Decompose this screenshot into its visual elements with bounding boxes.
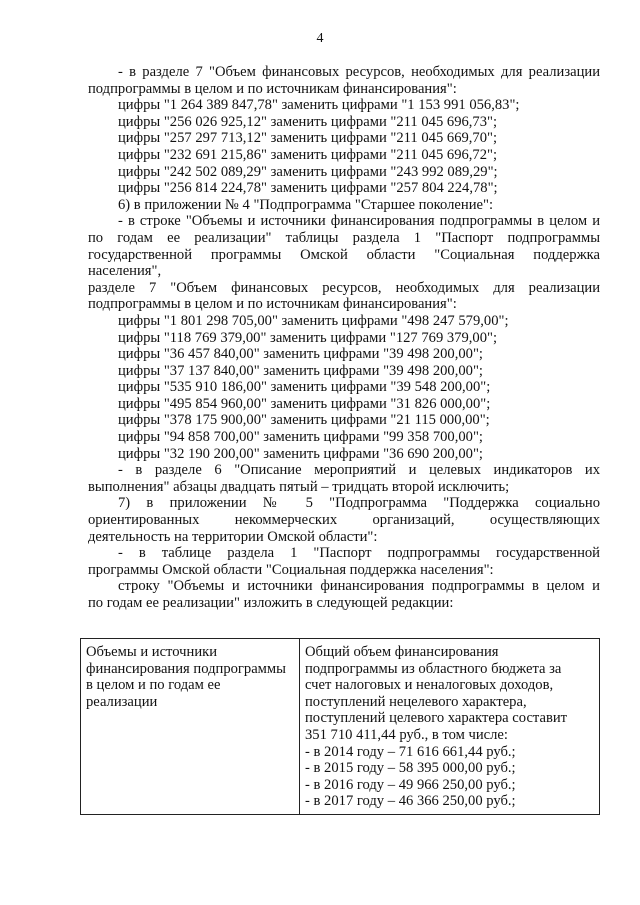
replacement-figure-line: цифры "232 691 215,86" заменить цифрами "211 045 696,72"; bbox=[118, 146, 498, 163]
text-line: подпрограммы в целом и по источникам финансирования": bbox=[88, 80, 457, 97]
table-value-line: - в 2014 году – 71 616 661,44 руб.; bbox=[305, 743, 516, 760]
replacement-figure-line: цифры "37 137 840,00" заменить цифрами "39 498 200,00"; bbox=[118, 362, 483, 379]
text-line: деятельность на территории Омской области": bbox=[88, 528, 378, 545]
replacement-figure-line: цифры "32 190 200,00" заменить цифрами "36 690 200,00"; bbox=[118, 445, 483, 462]
table-heading-line: в целом и по годам ее bbox=[86, 677, 221, 694]
text-line: разделе 7 "Объем финансовых ресурсов, необходимых для реализации bbox=[88, 279, 600, 296]
table-value-line: Общий объем финансирования bbox=[305, 644, 499, 660]
table-value-line: поступлений целевого характера составит bbox=[305, 710, 568, 727]
text-line: строку "Объемы и источники финансирования подпрограммы в целом и bbox=[118, 578, 600, 595]
text-line: 7) в приложении № 5 "Подпрограмма "Поддержка социально bbox=[118, 495, 600, 512]
text-line: - в разделе 6 "Описание мероприятий и целевых индикаторов их bbox=[118, 462, 600, 479]
text-line: подпрограммы в целом и по источникам финансирования": bbox=[88, 296, 457, 313]
table-row bbox=[81, 639, 600, 815]
replacement-figure-line: цифры "36 457 840,00" заменить цифрами "39 498 200,00"; bbox=[118, 346, 483, 363]
text-line: - в строке "Объемы и источники финансирования подпрограммы в целом и bbox=[118, 213, 600, 230]
text-line: по годам ее реализации" изложить в следующей редакции: bbox=[88, 595, 454, 611]
replacement-figure-line: цифры "242 502 089,29" заменить цифрами "243 992 089,29"; bbox=[118, 163, 498, 180]
replacement-figure-line: цифры "495 854 960,00" заменить цифрами "31 826 000,00"; bbox=[118, 395, 491, 412]
funding-table bbox=[80, 638, 600, 815]
table-heading-line: финансирования подпрограммы bbox=[86, 660, 286, 677]
table-value-line: - в 2017 году – 46 366 250,00 руб.; bbox=[305, 793, 516, 810]
table-cell-heading bbox=[81, 639, 300, 815]
replacement-figure-line: цифры "256 814 224,78" заменить цифрами "257 804 224,78"; bbox=[118, 180, 498, 197]
text-line: - в таблице раздела 1 "Паспорт подпрограммы государственной bbox=[118, 545, 600, 562]
replacement-figure-line: цифры "94 858 700,00" заменить цифрами "99 358 700,00"; bbox=[118, 429, 483, 446]
table-heading-line: Объемы и источники bbox=[86, 644, 218, 660]
replacement-figure-line: цифры "378 175 900,00" заменить цифрами "21 115 000,00"; bbox=[118, 412, 490, 429]
text-line: 6) в приложении № 4 "Подпрограмма "Старшее поколение": bbox=[118, 196, 493, 213]
page-number: 4 bbox=[316, 31, 324, 46]
document-body bbox=[88, 64, 600, 612]
text-line: ориентированных некоммерческих организаций, осуществляющих bbox=[88, 512, 600, 529]
text-line: выполнения" абзацы двадцать пятый – тридцать второй исключить; bbox=[88, 478, 510, 495]
replacement-figure-line: цифры "1 801 298 705,00" заменить цифрами "498 247 579,00"; bbox=[118, 312, 509, 329]
table-cell-value bbox=[300, 639, 600, 815]
replacement-figure-line: цифры "256 026 925,12" заменить цифрами "211 045 696,73"; bbox=[118, 113, 498, 130]
text-line: по годам ее реализации" таблицы раздела 1 "Паспорт подпрограммы bbox=[88, 229, 600, 246]
table-heading-line: реализации bbox=[86, 693, 158, 710]
replacement-figure-line: цифры "257 297 713,12" заменить цифрами "211 045 669,70"; bbox=[118, 130, 498, 147]
text-line: - в разделе 7 "Объем финансовых ресурсов, необходимых для реализации bbox=[118, 64, 600, 80]
table-value-line: 351 710 411,44 руб., в том числе: bbox=[305, 726, 508, 743]
table-value-line: поступлений нецелевого характера, bbox=[305, 693, 527, 710]
replacement-figure-line: цифры "118 769 379,00" заменить цифрами "127 769 379,00"; bbox=[118, 329, 498, 346]
text-line: программы Омской области "Социальная поддержка населения": bbox=[88, 561, 494, 578]
table-value-line: - в 2016 году – 49 966 250,00 руб.; bbox=[305, 776, 516, 793]
table-value-line: - в 2015 году – 58 395 000,00 руб.; bbox=[305, 760, 516, 777]
replacement-figure-line: цифры "535 910 186,00" заменить цифрами "39 548 200,00"; bbox=[118, 379, 491, 396]
text-line: государственной программы Омской области "Социальная поддержка населения", bbox=[88, 246, 600, 280]
replacement-figure-line: цифры "1 264 389 847,78" заменить цифрами "1 153 991 056,83"; bbox=[118, 97, 520, 114]
table-value-line: счет налоговых и неналоговых доходов, bbox=[305, 677, 554, 694]
table-value-line: подпрограммы из областного бюджета за bbox=[305, 660, 562, 677]
